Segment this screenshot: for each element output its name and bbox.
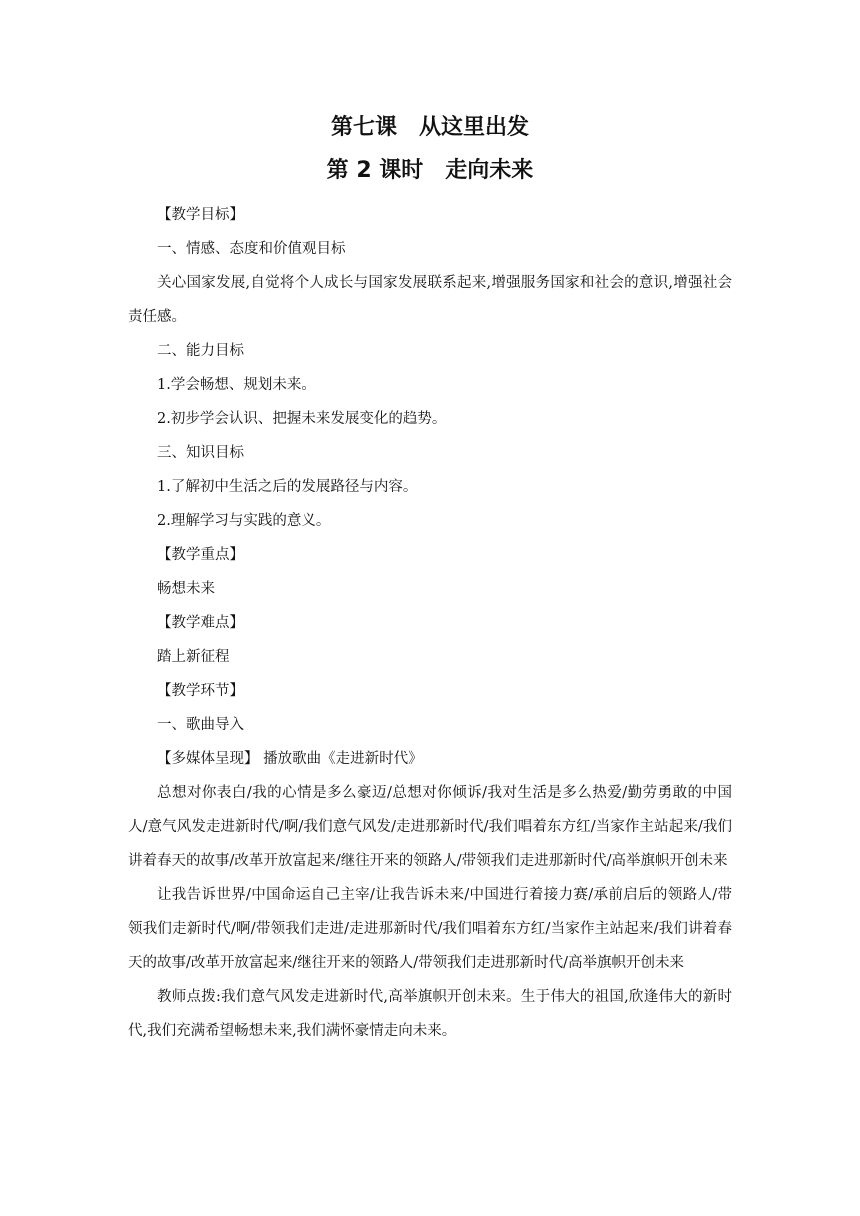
key-points-text: 畅想未来 <box>157 581 215 597</box>
lesson-title: 第七课 从这里出发 <box>330 115 529 140</box>
multimedia-note: 【多媒体呈现】 播放歌曲《走进新时代》 <box>157 751 423 767</box>
song-intro-heading: 一、歌曲导入 <box>157 717 244 733</box>
song-lyrics-verse-1: 总想对你表白/我的心情是多么豪迈/总想对你倾诉/我对生活是多么热爱/勤劳勇敢的中国人/意气风发走进新时代/啊/我们意气风发/走进那新时代/我们唱着东方红/当家作主站起来/我们讲着春天的故事/改革开放富起来/继往开来的领路人/带领我们走进那新时代/高举旗帜开创未来 <box>128 785 732 869</box>
difficult-points-heading: 【教学难点】 <box>157 615 244 631</box>
ability-goal-2: 2.初步学会认识、把握未来发展变化的趋势。 <box>157 411 447 427</box>
ability-goals-heading: 二、能力目标 <box>157 343 244 359</box>
emotion-goals-text: 关心国家发展,自觉将个人成长与国家发展联系起来,增强服务国家和社会的意识,增强社会责任感。 <box>128 275 732 325</box>
difficult-points-text: 踏上新征程 <box>157 649 230 665</box>
period-title: 第 2 课时 走向未来 <box>326 158 534 183</box>
emotion-goals-heading: 一、情感、态度和价值观目标 <box>157 241 346 257</box>
document-body <box>128 198 732 1048</box>
teaching-goals-heading: 【教学目标】 <box>157 207 244 223</box>
song-lyrics-verse-2: 让我告诉世界/中国命运自己主宰/让我告诉未来/中国进行着接力赛/承前启后的领路人/带领我们走新时代/啊/带领我们走进/走进那新时代/我们唱着东方红/当家作主站起来/我们讲着春天的故事/改革开放富起来/继往开来的领路人/带领我们走进那新时代/高举旗帜开创未来 <box>128 887 732 971</box>
knowledge-goal-2: 2.理解学习与实践的意义。 <box>157 513 331 529</box>
knowledge-goals-heading: 三、知识目标 <box>157 445 244 461</box>
ability-goal-1: 1.学会畅想、规划未来。 <box>157 377 316 393</box>
teaching-steps-heading: 【教学环节】 <box>157 683 244 699</box>
key-points-heading: 【教学重点】 <box>157 547 244 563</box>
teacher-guidance: 教师点拨:我们意气风发走进新时代,高举旗帜开创未来。生于伟大的祖国,欣逢伟大的新时代,我们充满希望畅想未来,我们满怀豪情走向未来。 <box>128 989 732 1039</box>
knowledge-goal-1: 1.了解初中生活之后的发展路径与内容。 <box>157 479 418 495</box>
